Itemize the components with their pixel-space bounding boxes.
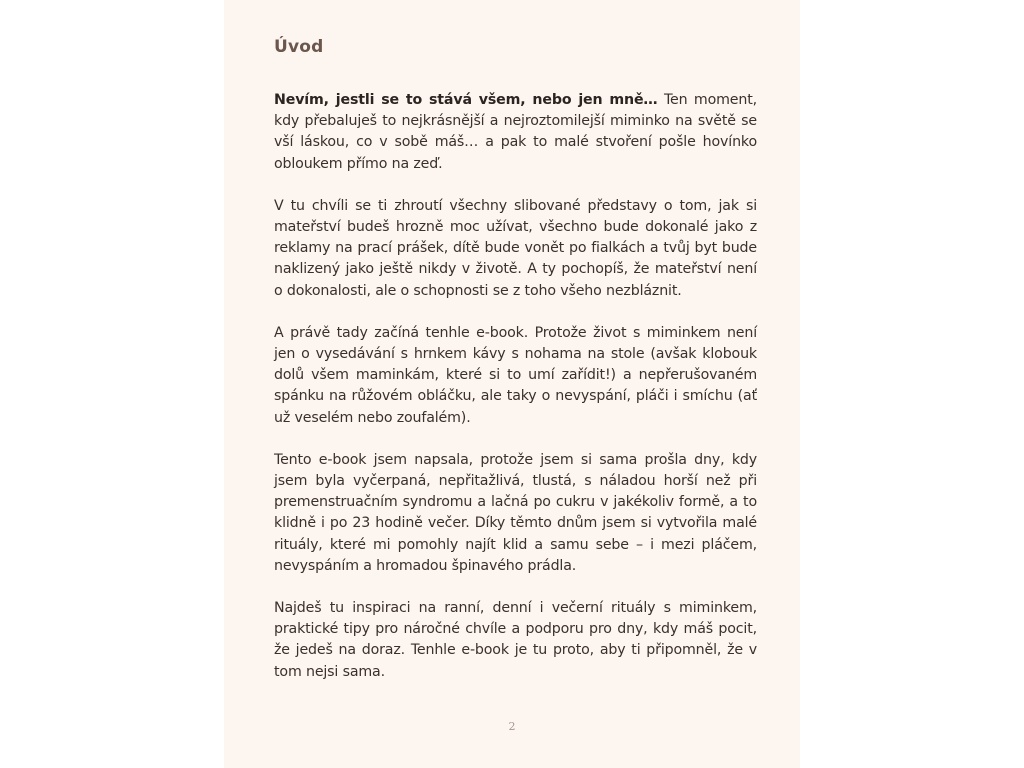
paragraph-5: Najdeš tu inspiraci na ranní, denní i večerní rituály s miminkem, praktické tipy pro náročné chvíle a podporu pro dny, kdy máš pocit, že jedeš na doraz. Tenhle e-book je tu proto, aby ti připomněl, že v tom nejsi sama.: [274, 600, 757, 680]
paragraph-2: V tu chvíli se ti zhroutí všechny slibované představy o tom, jak si mateřství budeš hrozně moc užívat, všechno bude dokonalé jako z reklamy na prací prášek, dítě bude vonět po fialkách a tvůj byt bude naklizený jako ještě nikdy v životě. A ty pochopíš, že mateřství není o dokonalosti, ale o schopnosti se z toho všeho nezbláznit.: [274, 197, 757, 299]
document-page: [224, 0, 800, 768]
paragraph-3: A právě tady začíná tenhle e-book. Protože život s miminkem není jen o vysedávání s hrnkem kávy s nohama na stole (avšak klobouk dolů všem maminkám, které si to umí zařídit!) a nepřerušovaném spánku na růžovém obláčku, ale taky o nevyspání, pláči i smíchu (ať už veselém nebo zoufalém).: [274, 324, 757, 426]
page-body: [274, 90, 757, 683]
paragraph-4: Tento e-book jsem napsala, protože jsem si sama prošla dny, kdy jsem byla vyčerpaná, nepřitažlivá, tlustá, s náladou horší než při premenstruačním syndromu a lačná po cukru v jakékoliv formě, a to klidně i po 23 hodině večer. Díky těmto dnům jsem si vytvořila malé rituály, které mi pomohly najít klid a samu sebe – i mezi pláčem, nevyspáním a hromadou špinavého prádla.: [274, 451, 757, 574]
page-number: 2: [508, 720, 516, 733]
paragraph-1: [274, 90, 757, 175]
paragraph-1-lead: Nevím, jestli se to stává všem, nebo jen mně…: [274, 92, 658, 108]
paragraph-1-text: Ten moment, kdy přebaluješ to nejkrásnější a nejroztomilejší miminko na světě se vší láskou, co v sobě máš… a pak to malé stvoření pošle hovínko obloukem přímo na zeď.: [274, 92, 757, 172]
page-title: Úvod: [274, 37, 324, 57]
